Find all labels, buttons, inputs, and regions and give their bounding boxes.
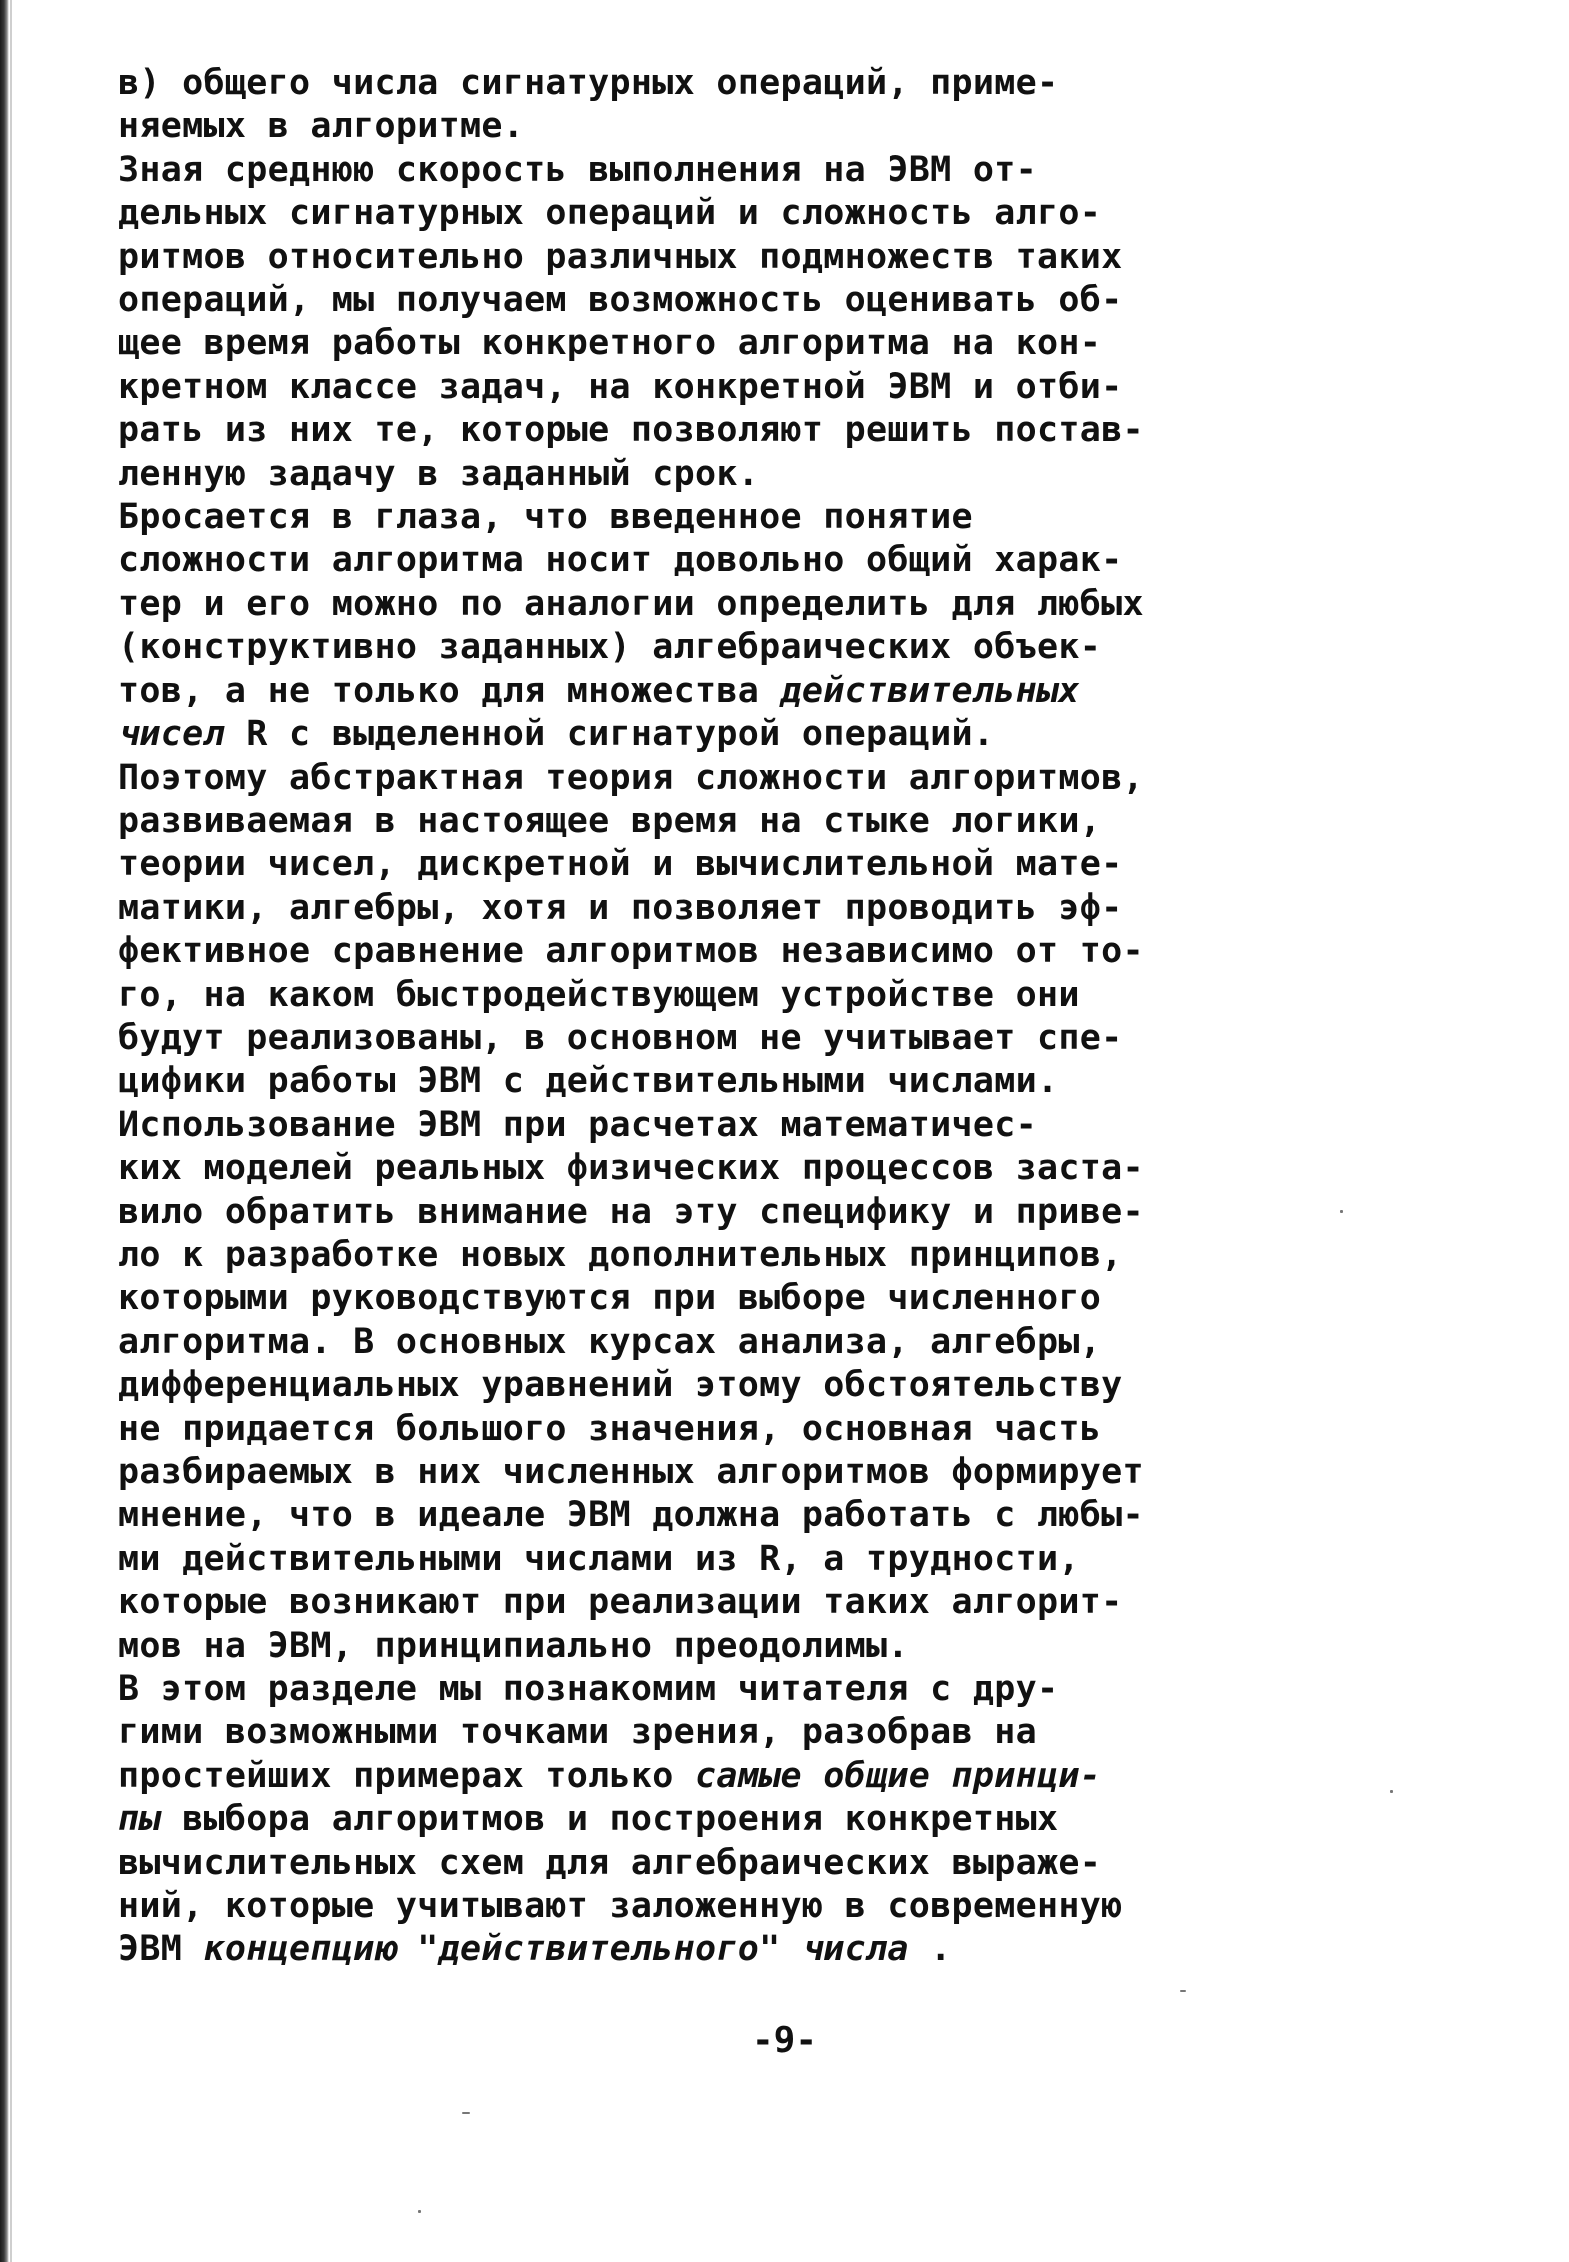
paragraph-average-speed (118, 149, 1378, 496)
paragraph-text-after: R с выделенной сигнатурой операций. Поэтому абстрактная теория сложности алгоритмов, развиваемая в настоящее время на стыке логики, теории чисел, дискретной и вычислительной мате- матики, алгебры, хотя и позволяет проводить эф- фективное сравнение алгоритмов независимо от то- го, на каком быстродействующем устройстве они будут реализованы, в основном не учитывает спе- цифики работы ЭВМ с действительными числами. (118, 714, 1144, 1102)
document-page (118, 62, 1378, 1972)
italic-real-number-concept: концепцию "действительного" числа (203, 1929, 909, 1970)
scan-speck (418, 2210, 421, 2213)
scan-speck (1180, 1990, 1186, 1992)
paragraph-complexity-concept (118, 496, 1378, 1104)
paragraph-text-middle: выбора алгоритмов и построения конкретных вычислительных схем для алгебраических выраже- ний, которые учитывают заложенную в современную ЭВМ (118, 1799, 1123, 1970)
paragraph-text-before: Бросается в глаза, что введенное понятие сложности алгоритма носит довольно общий харак- тер и его можно по аналогии определить для любых (конструктивно заданных) алгебраических объек- тов, а не только для множества (118, 497, 1144, 711)
italic-real-numbers: действительных чисел (118, 670, 1080, 755)
italic-general-principles: самые общие принци- пы (118, 1755, 1102, 1840)
paragraph-computer-usage (118, 1104, 1378, 1668)
paragraph-text: в) общего числа сигнатурных операций, приме- няемых в алгоритме. (118, 63, 1059, 147)
paragraph-text-before: В этом разделе мы познакомим читателя с дру- гими возможными точками зрения, разобрав на простейших примерах только (118, 1669, 1059, 1796)
page-number: -9- (751, 2020, 818, 2061)
scan-speck (1390, 1790, 1393, 1793)
paragraph-this-section (118, 1668, 1378, 1972)
paragraph-text: Использование ЭВМ при расчетах математичес- ких моделей реальных физических процессов заста- вило обратить внимание на эту специфику и приве- ло к разработке новых дополнительных принципов, которыми руководствуются при выборе численного алгоритма. В основных курсах анализа, алгебры, дифференциальных уравнений этому обстоятельству не придается большого значения, основная часть разбираемых в них численных алгоритмов формирует мнение, что в идеале ЭВМ должна работать с любы- ми действительными числами из R, а трудности, которые возникают при реализации таких алгорит- мов на ЭВМ, принципиально преодолимы. (118, 1104, 1144, 1666)
paragraph-text: Зная среднюю скорость выполнения на ЭВМ от- дельных сигнатурных операций и сложность алго- ритмов относительно различных подмножеств таких операций, мы получаем возможность оценивать об- щее время работы конкретного алгоритма на кон- кретном классе задач, на конкретной ЭВМ и отби- рать из них те, которые позволяют решить постав- ленную задачу в заданный срок. (118, 149, 1144, 494)
paragraph-text-after: . (908, 1929, 952, 1970)
scan-left-edge-line (10, 0, 12, 2262)
scan-speck (1340, 1210, 1343, 1213)
scan-left-edge (0, 0, 9, 2262)
scan-speck (462, 2112, 470, 2114)
paragraph-signature-operations (118, 62, 1378, 149)
